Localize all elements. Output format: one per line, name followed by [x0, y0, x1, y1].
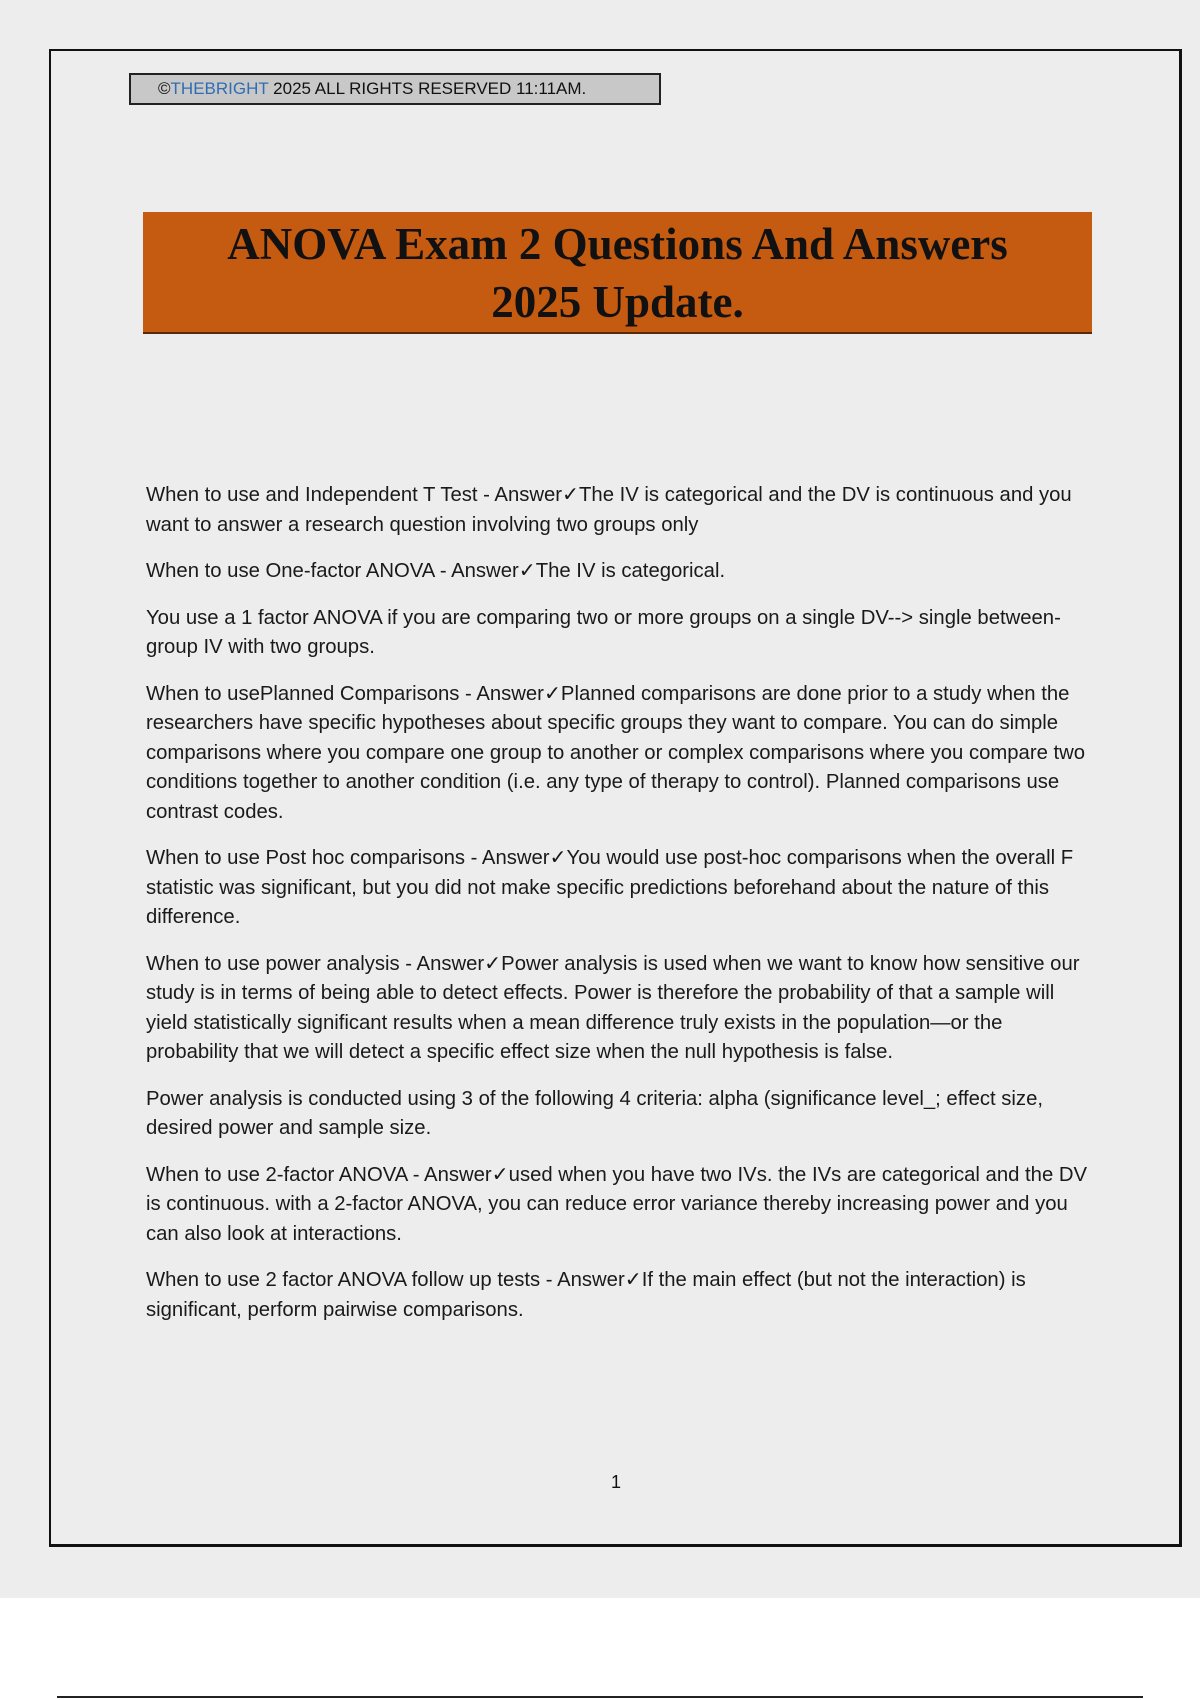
- copyright-symbol: ©: [158, 79, 171, 98]
- copyright-text: 2025 ALL RIGHTS RESERVED 11:11AM.: [268, 79, 587, 98]
- page-number: 1: [610, 1472, 621, 1492]
- copyright-notice: [129, 73, 661, 105]
- brand-name: THEBRIGHT: [170, 79, 269, 98]
- next-page-divider: [57, 1696, 1143, 1698]
- qa-paragraph: When to usePlanned Comparisons - Answer✓Planned comparisons are done prior to a study when the researchers have specific hypotheses about specific groups they want to compare. You can do simple comparisons where you compare one group to another or complex comparisons where you compare two conditions together to another condition (i.e. any type of therapy to control). Planned comparisons use contrast codes.: [146, 682, 1086, 823]
- qa-paragraph: When to use 2-factor ANOVA - Answer✓used when you have two IVs. the IVs are categorical and the DV is continuous. with a 2-factor ANOVA, you can reduce error variance thereby increasing power and you can also look at interactions.: [146, 1163, 1088, 1245]
- qa-paragraph: Power analysis is conducted using 3 of the following 4 criteria: alpha (significance level_; effect size, desired power and sample size.: [146, 1087, 1043, 1139]
- qa-paragraph: When to use 2 factor ANOVA follow up tests - Answer✓If the main effect (but not the interaction) is significant, perform pairwise comparisons.: [146, 1269, 1026, 1321]
- qa-paragraph: When to use Post hoc comparisons - Answer✓You would use post-hoc comparisons when the overall F statistic was significant, but you did not make specific predictions beforehand about the nature of this difference.: [146, 847, 1074, 928]
- qa-content: [146, 481, 1092, 1342]
- title-line-2: 2025 Update.: [491, 277, 744, 327]
- qa-paragraph: When to use power analysis - Answer✓Power analysis is used when we want to know how sensitive our study is in terms of being able to detect effects. Power is therefore the probability of that a sample will yield statistically significant results when a mean difference truly exists in the population—or the probability that we will detect a specific effect size when the null hypothesis is false.: [146, 952, 1080, 1063]
- qa-paragraph: When to use and Independent T Test - Answer✓The IV is categorical and the DV is continuous and you want to answer a research question involving two groups only: [146, 484, 1072, 536]
- qa-paragraph: When to use One-factor ANOVA - Answer✓The IV is categorical.: [146, 560, 726, 582]
- title-line-1: ANOVA Exam 2 Questions And Answers: [227, 219, 1008, 269]
- document-title: [143, 212, 1092, 334]
- qa-paragraph: You use a 1 factor ANOVA if you are comparing two or more groups on a single DV--> single between-group IV with two groups.: [146, 606, 1061, 658]
